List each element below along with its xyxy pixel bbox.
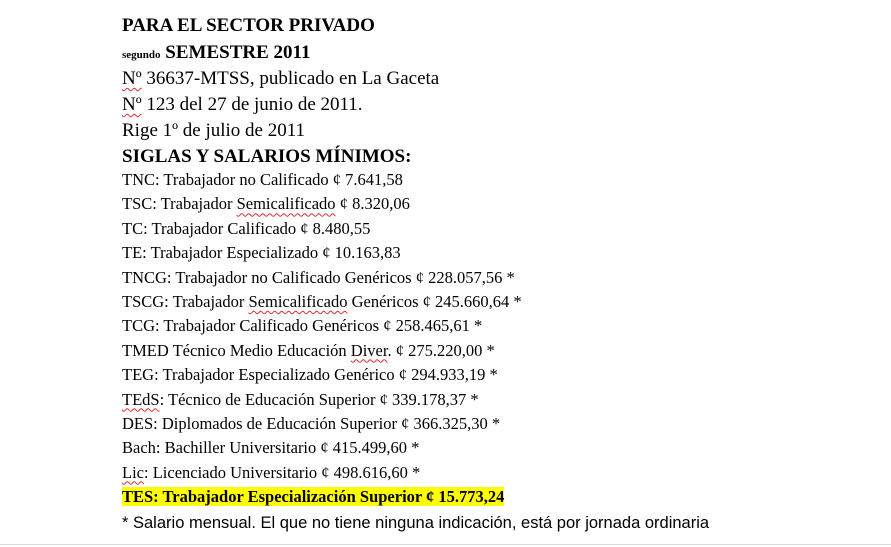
salary-text: TC: Trabajador Calificado ¢ 8.480,55 (122, 218, 371, 238)
salary-list (122, 169, 862, 486)
semester-label: SEMESTRE 2011 (165, 42, 311, 63)
spellcheck-word: Lic (122, 462, 144, 482)
gazette-number-symbol: Nº (122, 94, 142, 115)
spellcheck-word: Semicalificado (236, 194, 336, 214)
salary-item-tncg (122, 267, 862, 291)
salary-text: TSCG: Trabajador (122, 291, 249, 311)
salary-text-tail: . ¢ 275.220,00 * (387, 340, 495, 360)
spellcheck-word: Semicalificado (248, 291, 348, 311)
gazette-line (122, 93, 862, 119)
semester-heading (122, 41, 862, 67)
section-title: SIGLAS Y SALARIOS MÍNIMOS: (122, 146, 412, 167)
salary-item-tcg (122, 315, 862, 339)
salary-item-tc (122, 218, 862, 242)
document-title: PARA EL SECTOR PRIVADO (122, 15, 375, 36)
salary-item-lic (122, 462, 862, 486)
salary-text-tail: : Licenciado Universitario ¢ 498.616,60 * (144, 462, 421, 482)
spellcheck-word: Diver (350, 340, 388, 360)
salary-text: Bach: Bachiller Universitario ¢ 415.499,60 * (122, 438, 420, 458)
salary-text-tail: Genéricos ¢ 245.660,64 * (347, 291, 522, 311)
salary-text: TMED Técnico Medio Educación (122, 340, 351, 360)
decree-text: 36637-MTSS, publicado en La Gaceta (141, 68, 440, 89)
salary-text: TNC: Trabajador no Calificado ¢ 7.641,58 (122, 170, 403, 189)
spellcheck-word: TEdS (122, 389, 160, 409)
salary-text-tail: ¢ 8.320,06 (335, 194, 410, 214)
highlighted-text: TES: Trabajador Especialización Superior ¢ 15.773,24 (122, 487, 505, 507)
salary-text: TSC: Trabajador (122, 194, 237, 214)
salary-text: TE: Trabajador Especializado ¢ 10.163,83 (122, 243, 401, 263)
salary-item-teds (122, 389, 862, 413)
decree-number-symbol: Nº (122, 68, 142, 89)
highlighted-salary-item (122, 486, 862, 510)
salary-item-teg (122, 364, 862, 388)
salary-item-tscg (122, 291, 862, 315)
salary-item-tmed (122, 340, 862, 364)
salary-item-des (122, 413, 862, 437)
salary-text-tail: : Técnico de Educación Superior ¢ 339.178,37 * (159, 389, 479, 409)
salary-item-tnc (122, 169, 862, 193)
salary-text: TCG: Trabajador Calificado Genéricos ¢ 258.465,61 * (122, 316, 483, 336)
salary-text: TNCG: Trabajador no Calificado Genéricos ¢ 228.057,56 * (122, 267, 515, 287)
decree-line (122, 67, 862, 93)
page-bottom-divider (0, 544, 891, 545)
footnote: * Salario mensual. El que no tiene ninguna indicación, está por jornada ordinaria (122, 514, 710, 533)
salary-item-bach (122, 437, 862, 461)
document-body (122, 14, 862, 536)
effective-date: Rige 1º de julio de 2011 (122, 120, 306, 141)
salary-item-tsc (122, 193, 862, 217)
semester-prefix: segundo (122, 49, 161, 61)
salary-text: TEG: Trabajador Especializado Genérico ¢ 294.933,19 * (122, 365, 498, 385)
gazette-text: 123 del 27 de junio de 2011. (141, 94, 363, 115)
salary-text: DES: Diplomados de Educación Superior ¢ 366.325,30 * (122, 413, 501, 433)
salary-item-te (122, 242, 862, 266)
